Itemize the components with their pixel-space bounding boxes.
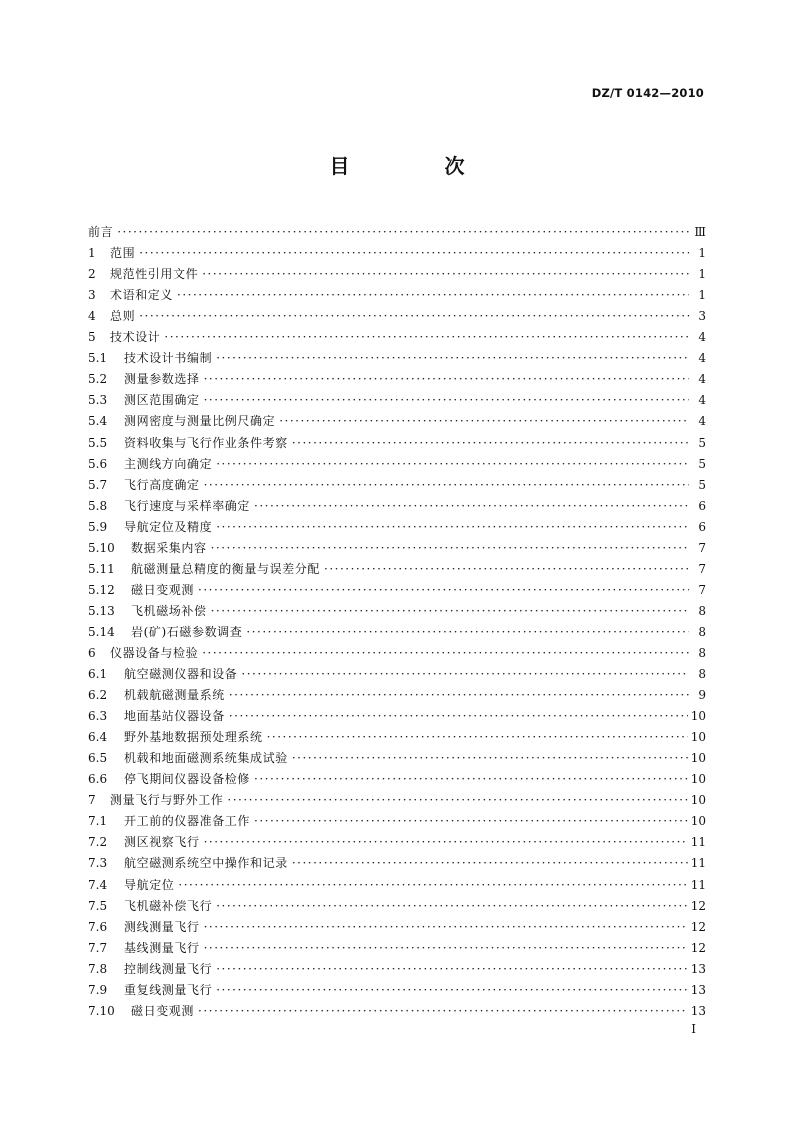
dot-leader [198,583,689,598]
toc-entry-number: 7.6 [88,919,108,934]
toc-entry-number: 5.14 [88,624,115,639]
dot-leader [216,962,688,977]
toc-entry-title: 飞行速度与采样率确定 [124,498,251,513]
page-number: I [691,1022,696,1036]
dot-leader [211,541,689,556]
toc-entry-page: 7 [698,561,706,576]
dot-leader [324,562,689,577]
toc-entry-number: 7.4 [88,877,108,892]
toc-entry-title: 飞机磁场补偿 [131,603,207,618]
toc-entry-page: 13 [690,1003,706,1018]
toc-entry-title: 飞机磁补偿飞行 [124,898,213,913]
toc-entry-title: 重复线测量飞行 [124,982,213,997]
toc-entry-number: 5.11 [88,561,115,576]
toc-entry-number: 7.3 [88,856,108,871]
dot-leader [292,751,688,766]
toc-entry[interactable] [88,661,706,682]
toc-entry-page: 8 [698,603,706,618]
toc-entry-page: 6 [698,519,706,534]
toc-entry-number: 7.8 [88,961,108,976]
toc-entry[interactable] [88,303,706,324]
dot-leader [139,246,689,261]
toc-entry[interactable] [88,387,706,408]
toc-entry-number: 6.2 [88,688,108,703]
toc-entry-title: 术语和定义 [110,288,174,303]
toc-entry-number: 5.7 [88,477,108,492]
toc-entry-page: 4 [698,372,706,387]
toc-entry-number: 7.9 [88,982,108,997]
toc-entry[interactable] [88,556,706,577]
toc-entry[interactable] [88,893,706,914]
toc-entry[interactable] [88,577,706,598]
toc-entry-page: 5 [698,456,706,471]
dot-leader [216,899,688,914]
dot-leader [204,920,688,935]
toc-entry[interactable] [88,935,706,956]
toc-entry-title: 机载和地面磁测系统集成试验 [124,751,288,766]
dot-leader [267,730,688,745]
dot-leader [216,520,689,535]
toc-entry[interactable] [88,366,706,387]
document-code: DZ/T 0142—2010 [591,86,704,100]
toc-entry-page: 6 [698,498,706,513]
toc-entry-page: 3 [698,309,706,324]
dot-leader [292,436,689,451]
toc-entry[interactable] [88,956,706,977]
toc-entry-number: 1 [88,246,96,261]
dot-leader [178,878,687,893]
toc-entry-title: 导航定位及精度 [124,519,213,534]
toc-entry-title: 测区视察飞行 [124,835,200,850]
toc-entry-page: 10 [690,751,706,766]
dot-leader [177,288,689,303]
toc-entry[interactable] [88,429,706,450]
toc-entry-page: 7 [698,582,706,597]
toc-entry-number: 4 [88,309,96,324]
toc-entry[interactable] [88,514,706,535]
toc-entry[interactable] [88,261,706,282]
toc-entry-title: 导航定位 [124,877,175,892]
toc-entry[interactable] [88,829,706,850]
toc-entry[interactable] [88,977,706,998]
dot-leader [204,941,688,956]
dot-leader [202,646,689,661]
toc-entry-title: 测量飞行与野外工作 [110,793,224,808]
toc-entry[interactable] [88,998,706,1019]
toc-entry-title: 航空磁测系统空中操作和记录 [124,856,288,871]
dot-leader [204,835,688,850]
toc-entry[interactable] [88,724,706,745]
dot-leader [204,478,689,493]
toc-entry-title: 前言 [88,225,114,240]
toc-entry[interactable] [88,850,706,871]
toc-entry-title: 开工前的仪器准备工作 [124,814,251,829]
toc-entry-title: 岩(矿)石磁参数调查 [131,624,243,639]
dot-leader [227,793,687,808]
toc-entry-page: 8 [698,667,706,682]
toc-entry-page: 1 [698,288,706,303]
toc-entry-number: 6.5 [88,751,108,766]
toc-entry-number: 3 [88,288,96,303]
toc-entry-number: 7.7 [88,940,108,955]
dot-leader [216,457,689,472]
toc-entry-title: 野外基地数据预处理系统 [124,730,263,745]
toc-entry-number: 7.2 [88,835,108,850]
toc-entry-number: 5.9 [88,519,108,534]
toc-entry[interactable] [88,871,706,892]
toc-entry-number: 6.4 [88,730,108,745]
toc-entry-title: 磁日变观测 [131,1003,195,1018]
toc-entry[interactable] [88,408,706,429]
toc-entry-number: 5.5 [88,435,108,450]
toc-entry-number: 7 [88,793,96,808]
toc-entry-title: 测线测量飞行 [124,919,200,934]
dot-leader [198,1004,688,1019]
toc-entry-title: 测量参数选择 [124,372,200,387]
toc-entry-page: 1 [698,246,706,261]
toc-entry[interactable] [88,745,706,766]
dot-leader [216,983,688,998]
toc-entry-title: 控制线测量飞行 [124,961,213,976]
toc-entry[interactable] [88,787,706,808]
toc-entry-number: 7.1 [88,814,108,829]
toc-entry-page: 8 [698,645,706,660]
toc-entry-title: 总则 [110,309,136,324]
toc-entry-page: 10 [690,793,706,808]
toc-entry-page: 11 [690,835,706,850]
dot-leader [241,667,689,682]
toc-entry-title: 技术设计书编制 [124,351,213,366]
dot-leader [204,372,689,387]
toc-entry-title: 飞行高度确定 [124,477,200,492]
toc-entry-page: 10 [690,709,706,724]
toc-entry[interactable] [88,219,706,240]
toc-entry-title: 测区范围确定 [124,393,200,408]
toc-entry-page: 10 [690,772,706,787]
toc-entry-page: 7 [698,540,706,555]
toc-entry-page: 5 [698,477,706,492]
toc-entry-number: 5.8 [88,498,108,513]
dot-leader [216,351,689,366]
toc-entry-title: 规范性引用文件 [110,267,199,282]
toc-entry-number: 6 [88,645,96,660]
dot-leader [292,856,688,871]
page-title: 目 次 [329,154,509,178]
toc-entry[interactable] [88,282,706,303]
toc-entry-number: 6.6 [88,772,108,787]
toc-entry-number: 5.3 [88,393,108,408]
toc-entry-title: 仪器设备与检验 [110,645,199,660]
toc-entry[interactable] [88,472,706,493]
toc-entry[interactable] [88,451,706,472]
toc-entry-number: 5.4 [88,414,108,429]
toc-entry-number: 5.13 [88,603,115,618]
toc-entry-title: 基线测量飞行 [124,940,200,955]
dot-leader [254,499,689,514]
toc-entry-title: 航空磁测仪器和设备 [124,667,238,682]
toc-entry[interactable] [88,808,706,829]
toc-entry-number: 2 [88,267,96,282]
toc-entry-number: 5 [88,330,96,345]
toc-entry[interactable] [88,640,706,661]
toc-entry[interactable] [88,493,706,514]
toc-entry-page: 12 [690,919,706,934]
dot-leader [117,225,689,240]
toc-entry[interactable] [88,914,706,935]
toc-entry-number: 5.10 [88,540,115,555]
toc-entry-page: 4 [698,351,706,366]
toc-entry-page: 5 [698,435,706,450]
toc-entry[interactable] [88,682,706,703]
toc-entry-title: 航磁测量总精度的衡量与误差分配 [131,561,321,576]
toc-entry-number: 5.1 [88,351,108,366]
toc-entry-title: 范围 [110,246,136,261]
toc-entry-page: 12 [690,940,706,955]
toc-entry-number: 5.6 [88,456,108,471]
dot-leader [229,709,688,724]
table-of-contents [88,219,706,1019]
toc-entry[interactable] [88,535,706,556]
dot-leader [229,688,689,703]
toc-entry[interactable] [88,598,706,619]
dot-leader [279,414,689,429]
toc-entry[interactable] [88,345,706,366]
dot-leader [204,393,689,408]
toc-entry[interactable] [88,703,706,724]
dot-leader [211,604,689,619]
toc-entry-number: 5.12 [88,582,115,597]
toc-entry[interactable] [88,619,706,640]
toc-entry-page: 13 [690,982,706,997]
toc-entry-page: 10 [690,814,706,829]
dot-leader [254,772,688,787]
toc-entry-title: 机载航磁测量系统 [124,688,225,703]
toc-entry-number: 6.3 [88,709,108,724]
toc-entry-number: 5.2 [88,372,108,387]
toc-entry-page: 11 [690,856,706,871]
dot-leader [254,814,688,829]
toc-entry-number: 6.1 [88,667,108,682]
toc-entry-page: 4 [698,330,706,345]
toc-entry-title: 资料收集与飞行作业条件考察 [124,435,288,450]
toc-entry[interactable] [88,240,706,261]
toc-entry-page: 10 [690,730,706,745]
toc-entry-number: 7.10 [88,1003,115,1018]
toc-entry-number: 7.5 [88,898,108,913]
toc-entry-title: 数据采集内容 [131,540,207,555]
toc-entry-page: 4 [698,414,706,429]
toc-entry-page: 9 [698,688,706,703]
toc-entry-title: 地面基站仪器设备 [124,709,225,724]
toc-entry[interactable] [88,766,706,787]
toc-entry-page: 11 [690,877,706,892]
toc-entry-page: 4 [698,393,706,408]
toc-entry-title: 测网密度与测量比例尺确定 [124,414,276,429]
toc-entry[interactable] [88,324,706,345]
toc-entry-page: 1 [698,267,706,282]
dot-leader [202,267,689,282]
toc-entry-page: 8 [698,624,706,639]
toc-entry-page: 12 [690,898,706,913]
toc-entry-title: 主测线方向确定 [124,456,213,471]
toc-entry-title: 磁日变观测 [131,582,195,597]
toc-entry-page: Ⅲ [694,225,706,240]
dot-leader [139,309,689,324]
dot-leader [164,330,689,345]
toc-entry-title: 停飞期间仪器设备检修 [124,772,251,787]
toc-entry-title: 技术设计 [110,330,161,345]
dot-leader [246,625,689,640]
toc-entry-page: 13 [690,961,706,976]
